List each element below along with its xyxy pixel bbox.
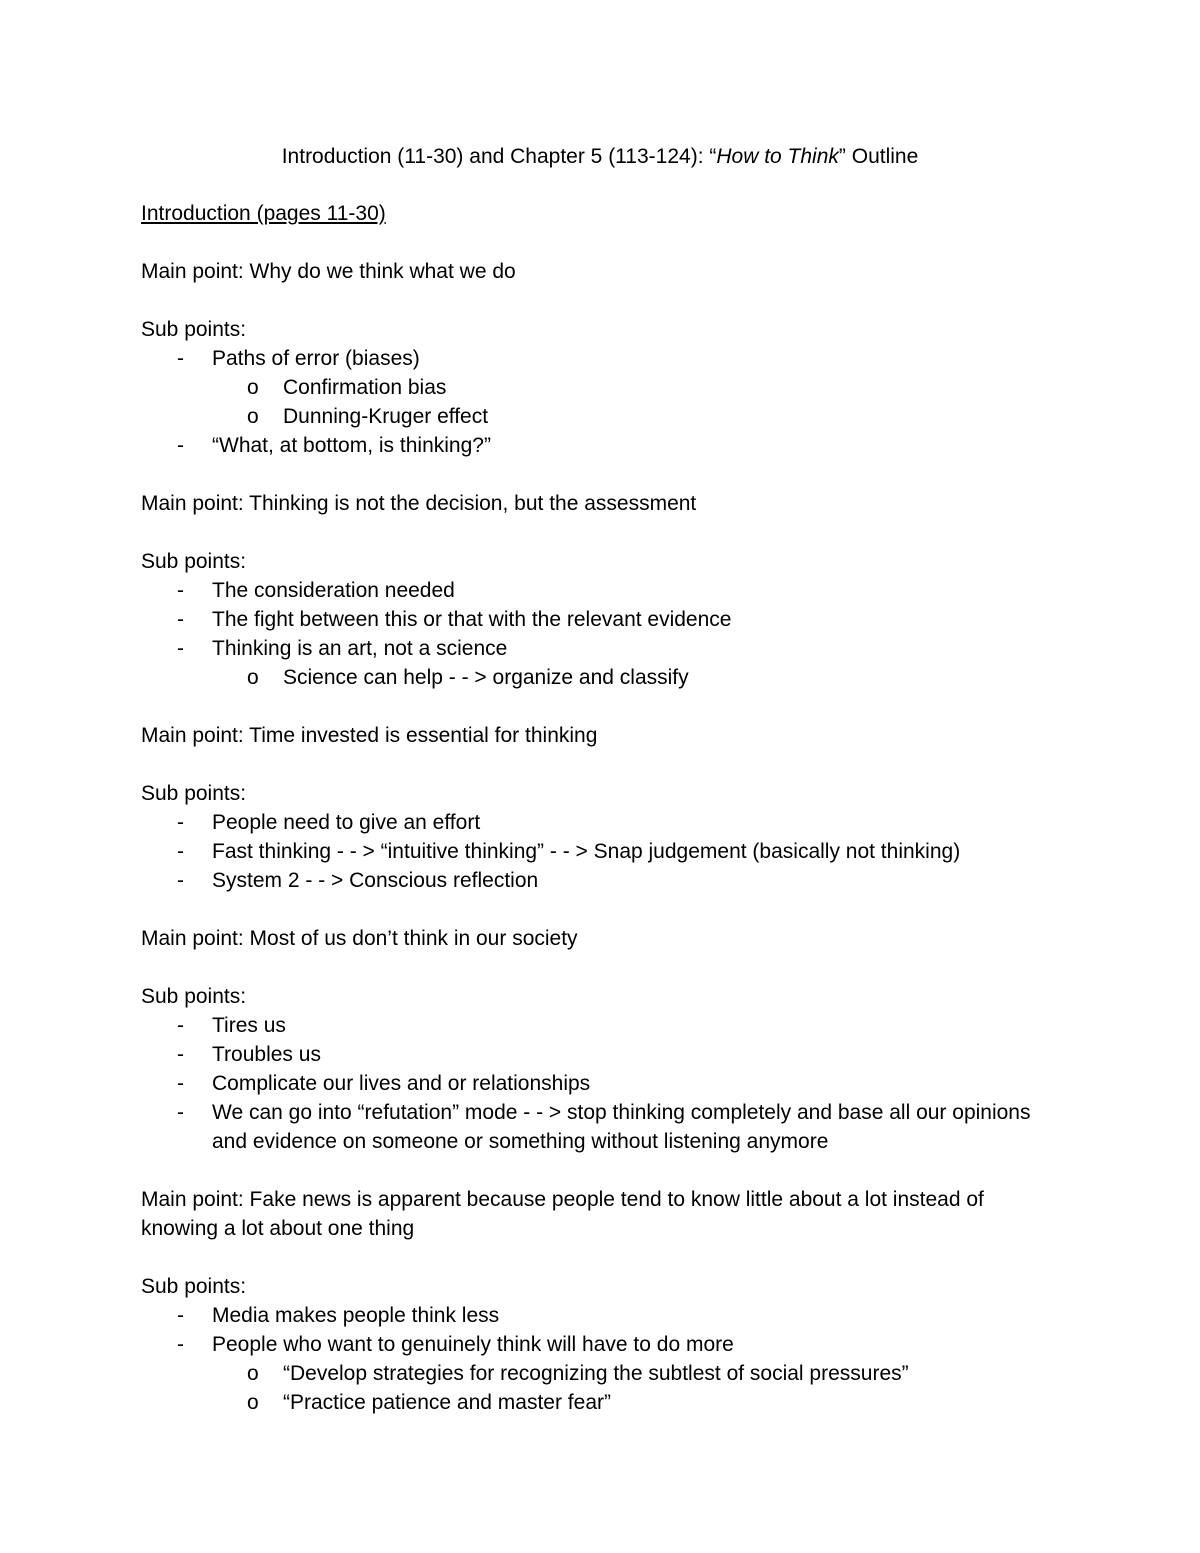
list-item-text: People need to give an effort bbox=[212, 811, 481, 834]
circle-bullet: o bbox=[247, 376, 259, 399]
sub-points-label: Sub points: bbox=[141, 318, 247, 341]
list-item bbox=[141, 576, 1041, 605]
outline-content bbox=[141, 199, 1041, 1446]
list-item-text: Troubles us bbox=[212, 1043, 321, 1066]
main-point: Main point: Fake news is apparent because people tend to know little about a lot instead of knowing a lot about one thing bbox=[141, 1188, 984, 1240]
list-item bbox=[141, 1011, 1041, 1040]
list-item-text: Tires us bbox=[212, 1014, 286, 1037]
list-item-text: System 2 - - > Conscious reflection bbox=[212, 869, 539, 892]
list-item bbox=[141, 1098, 1041, 1156]
list-item bbox=[141, 344, 1041, 373]
circle-bullet: o bbox=[247, 1391, 259, 1414]
sub-points-list bbox=[141, 808, 1041, 895]
list-item bbox=[141, 866, 1041, 895]
spacer bbox=[141, 750, 1041, 779]
main-point: Main point: Thinking is not the decision, but the assessment bbox=[141, 492, 697, 515]
title-prefix: Introduction (11-30) and Chapter 5 (113-124): “ bbox=[281, 145, 717, 168]
spacer bbox=[141, 1243, 1041, 1272]
sub-list-item-text: Confirmation bias bbox=[283, 376, 447, 399]
sub-points-label: Sub points: bbox=[141, 782, 247, 805]
list-item bbox=[141, 1330, 1041, 1359]
list-item bbox=[141, 634, 1041, 663]
sub-points-label: Sub points: bbox=[141, 1275, 247, 1298]
dash-bullet: - bbox=[177, 840, 184, 863]
dash-bullet: - bbox=[177, 811, 184, 834]
list-item-text: Media makes people think less bbox=[212, 1304, 500, 1327]
spacer bbox=[141, 286, 1041, 315]
dash-bullet: - bbox=[177, 1101, 184, 1124]
list-item-text: “What, at bottom, is thinking?” bbox=[212, 434, 491, 457]
list-item bbox=[141, 808, 1041, 837]
sub-list-item-text: Dunning-Kruger effect bbox=[283, 405, 489, 428]
dash-bullet: - bbox=[177, 608, 184, 631]
sub-points-label: Sub points: bbox=[141, 550, 247, 573]
sub-list-item bbox=[141, 402, 1041, 431]
circle-bullet: o bbox=[247, 666, 259, 689]
sub-list-item bbox=[141, 1359, 1041, 1388]
list-item bbox=[141, 431, 1041, 460]
section-heading: Introduction (pages 11-30) bbox=[141, 202, 386, 225]
dash-bullet: - bbox=[177, 347, 184, 370]
outline-blocks bbox=[141, 257, 1041, 1417]
outline-block bbox=[141, 924, 1041, 1156]
list-item-text: The fight between this or that with the relevant evidence bbox=[212, 608, 732, 631]
outline-block bbox=[141, 721, 1041, 895]
list-item bbox=[141, 1069, 1041, 1098]
dash-bullet: - bbox=[177, 1333, 184, 1356]
main-point: Main point: Most of us don’t think in our society bbox=[141, 927, 578, 950]
list-item-text: The consideration needed bbox=[212, 579, 455, 602]
dash-bullet: - bbox=[177, 579, 184, 602]
list-item-text: Complicate our lives and or relationships bbox=[212, 1072, 591, 1095]
list-item-text: Paths of error (biases) bbox=[212, 347, 420, 370]
sub-points-list bbox=[141, 576, 1041, 692]
title-suffix: ” Outline bbox=[838, 145, 919, 168]
main-point: Main point: Why do we think what we do bbox=[141, 260, 516, 283]
sub-list-item bbox=[141, 1388, 1041, 1417]
outline-block bbox=[141, 257, 1041, 460]
dash-bullet: - bbox=[177, 1072, 184, 1095]
title-book-name: How to Think bbox=[716, 145, 839, 168]
outline-block bbox=[141, 1185, 1041, 1417]
dash-bullet: - bbox=[177, 1043, 184, 1066]
sub-list-item-text: “Practice patience and master fear” bbox=[283, 1391, 611, 1414]
list-item bbox=[141, 837, 1041, 866]
list-item-text: Thinking is an art, not a science bbox=[212, 637, 508, 660]
sub-points-label: Sub points: bbox=[141, 985, 247, 1008]
dash-bullet: - bbox=[177, 869, 184, 892]
list-item-text: We can go into “refutation” mode - - > stop thinking completely and base all our opinions and evidence on someone or something without listening anymore bbox=[212, 1101, 1031, 1153]
list-item-text: People who want to genuinely think will have to do more bbox=[212, 1333, 734, 1356]
dash-bullet: - bbox=[177, 1304, 184, 1327]
dash-bullet: - bbox=[177, 1014, 184, 1037]
document-title bbox=[0, 142, 1200, 171]
dash-bullet: - bbox=[177, 434, 184, 457]
sub-list-item-text: Science can help - - > organize and classify bbox=[283, 666, 689, 689]
dash-bullet: - bbox=[177, 637, 184, 660]
list-item-text: Fast thinking - - > “intuitive thinking” - - > Snap judgement (basically not thinking) bbox=[212, 840, 961, 863]
sub-points-list bbox=[141, 1301, 1041, 1417]
circle-bullet: o bbox=[247, 405, 259, 428]
spacer bbox=[141, 953, 1041, 982]
outline-block bbox=[141, 489, 1041, 692]
sub-list-item bbox=[141, 663, 1041, 692]
list-item bbox=[141, 1301, 1041, 1330]
list-item bbox=[141, 605, 1041, 634]
sub-list-item bbox=[141, 373, 1041, 402]
sub-points-list bbox=[141, 344, 1041, 460]
list-item bbox=[141, 1040, 1041, 1069]
circle-bullet: o bbox=[247, 1362, 259, 1385]
sub-list-item-text: “Develop strategies for recognizing the subtlest of social pressures” bbox=[283, 1362, 909, 1385]
main-point: Main point: Time invested is essential for thinking bbox=[141, 724, 598, 747]
spacer bbox=[141, 518, 1041, 547]
sub-points-list bbox=[141, 1011, 1041, 1156]
